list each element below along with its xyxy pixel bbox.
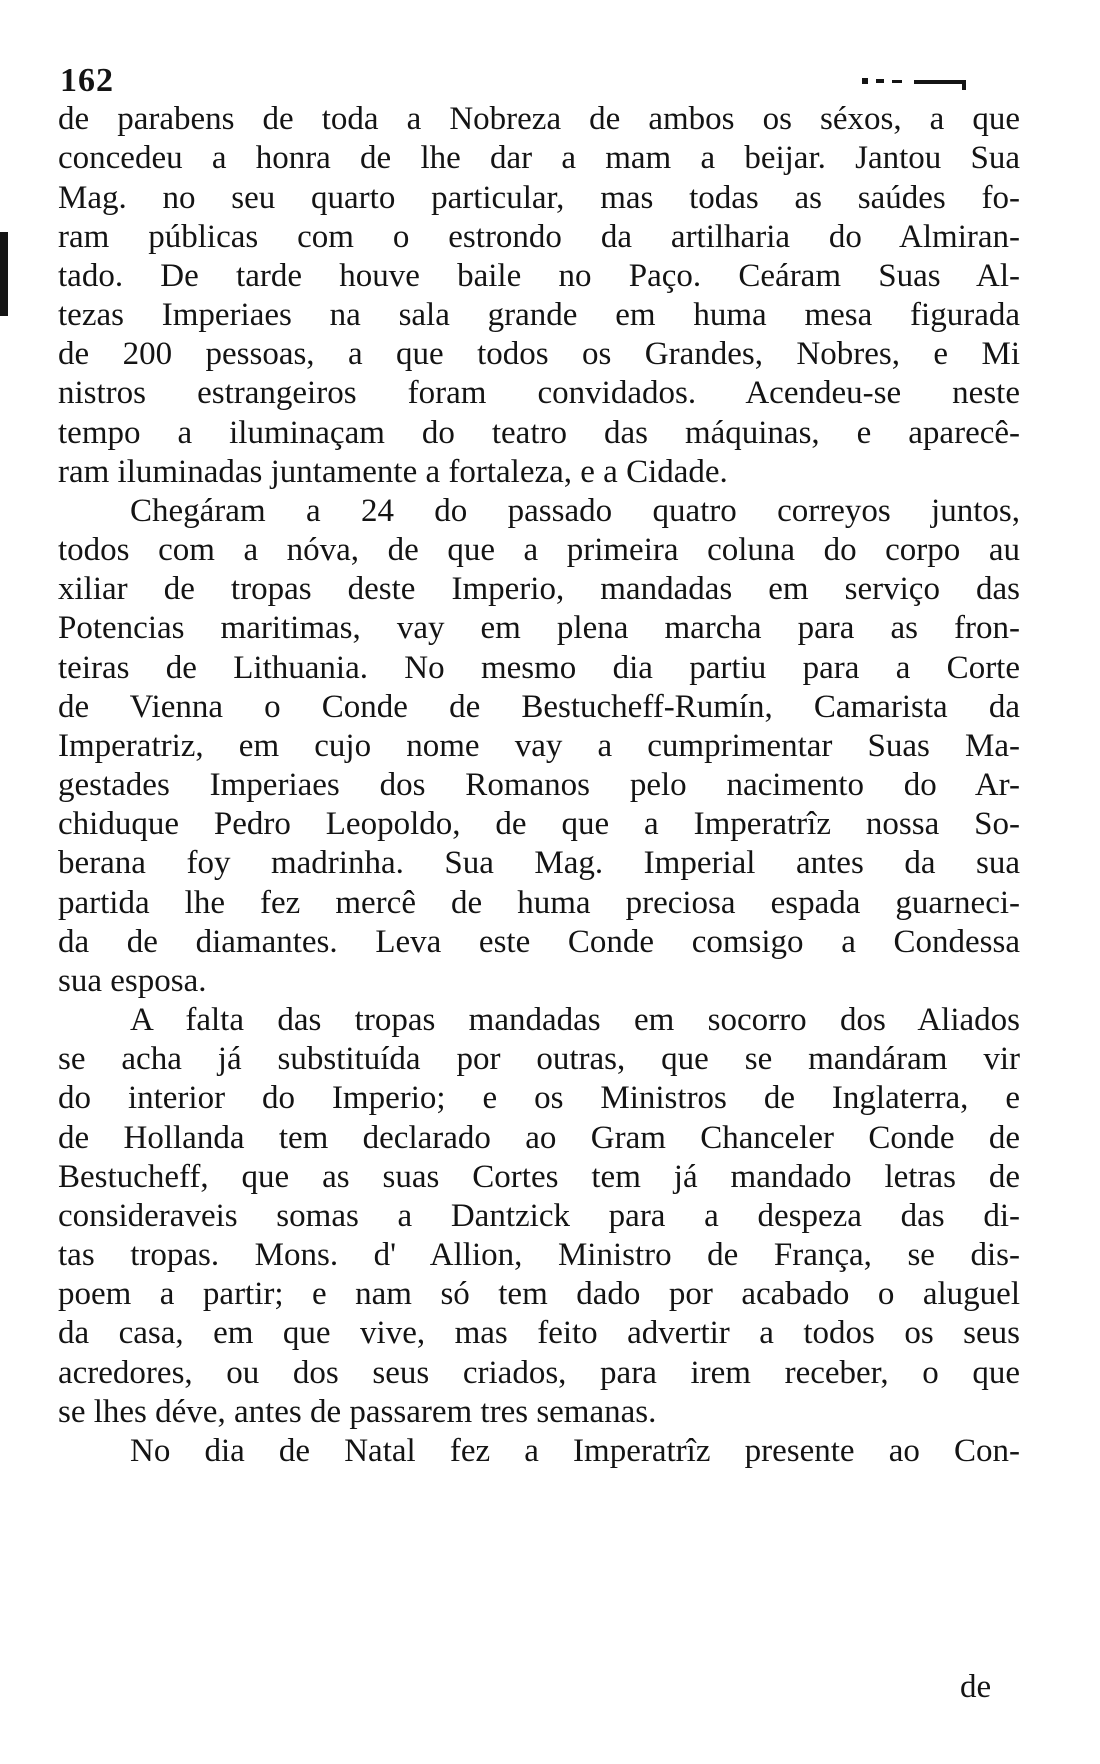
text-line-17: Imperatriz, em cujo nome vay a cumprimentar Suas Ma- xyxy=(58,728,1020,764)
text-line-32: da casa, em que vive, mas feito advertir a todos os seus xyxy=(58,1315,1020,1351)
text-line-27: de Hollanda tem declarado ao Gram Chanceler Conde de xyxy=(58,1120,1020,1156)
text-line-34: se lhes déve, antes de passarem tres semanas. xyxy=(58,1394,657,1430)
text-line-11: Chegáram a 24 do passado quatro correyos juntos, xyxy=(130,493,1020,529)
text-line-16: de Vienna o Conde de Bestucheff-Rumín, Camarista da xyxy=(58,689,1020,725)
text-line-6: tezas Imperiaes na sala grande em huma mesa figurada xyxy=(58,297,1020,333)
text-line-18: gestades Imperiaes dos Romanos pelo nacimento do Ar- xyxy=(58,767,1020,803)
text-line-19: chiduque Pedro Leopoldo, de que a Imperatrîz nossa So- xyxy=(58,806,1020,842)
text-line-13: xiliar de tropas deste Imperio, mandadas em serviço das xyxy=(58,571,1020,607)
catchword: de xyxy=(960,1669,992,1705)
text-line-20: berana foy madrinha. Sua Mag. Imperial antes da sua xyxy=(58,845,1020,881)
text-line-8: nistros estrangeiros foram convidados. Acendeu-se neste xyxy=(58,375,1020,411)
text-line-21: partida lhe fez mercê de huma preciosa espada guarneci- xyxy=(58,885,1020,921)
text-line-10: ram iluminadas juntamente a fortaleza, e a Cidade. xyxy=(58,454,728,490)
text-line-4: ram públicas com o estrondo da artilharia do Almiran- xyxy=(58,219,1020,255)
text-line-2: concedeu a honra de lhe dar a mam a beijar. Jantou Sua xyxy=(58,140,1020,176)
text-line-3: Mag. no seu quarto particular, mas todas as saúdes fo- xyxy=(58,180,1020,216)
text-line-1: de parabens de toda a Nobreza de ambos os séxos, a que xyxy=(58,101,1020,137)
text-line-33: acredores, ou dos seus criados, para irem receber, o que xyxy=(58,1355,1020,1391)
text-line-26: do interior do Imperio; e os Ministros de Inglaterra, e xyxy=(58,1080,1020,1116)
text-line-24: A falta das tropas mandadas em socorro dos Aliados xyxy=(130,1002,1020,1038)
printer-ornament-mark xyxy=(862,74,972,90)
text-line-29: consideraveis somas a Dantzick para a despeza das di- xyxy=(58,1198,1020,1234)
text-line-14: Potencias maritimas, vay em plena marcha para as fron- xyxy=(58,610,1020,646)
text-line-7: de 200 pessoas, a que todos os Grandes, Nobres, e Mi xyxy=(58,336,1020,372)
text-line-23: sua esposa. xyxy=(58,963,207,999)
scan-edge-mark xyxy=(0,232,8,316)
text-line-31: poem a partir; e nam só tem dado por acabado o aluguel xyxy=(58,1276,1020,1312)
text-line-28: Bestucheff, que as suas Cortes tem já mandado letras de xyxy=(58,1159,1020,1195)
text-line-12: todos com a nóva, de que a primeira coluna do corpo au xyxy=(58,532,1020,568)
text-line-15: teiras de Lithuania. No mesmo dia partiu para a Corte xyxy=(58,650,1020,686)
text-line-35: No dia de Natal fez a Imperatrîz presente ao Con- xyxy=(130,1433,1020,1469)
text-line-30: tas tropas. Mons. d' Allion, Ministro de França, se dis- xyxy=(58,1237,1020,1273)
text-line-22: da de diamantes. Leva este Conde comsigo a Condessa xyxy=(58,924,1020,960)
text-line-5: tado. De tarde houve baile no Paço. Ceáram Suas Al- xyxy=(58,258,1020,294)
text-line-9: tempo a iluminaçam do teatro das máquinas, e aparecê- xyxy=(58,415,1020,451)
page-number: 162 xyxy=(60,62,114,99)
text-line-25: se acha já substituída por outras, que se mandáram vir xyxy=(58,1041,1020,1077)
